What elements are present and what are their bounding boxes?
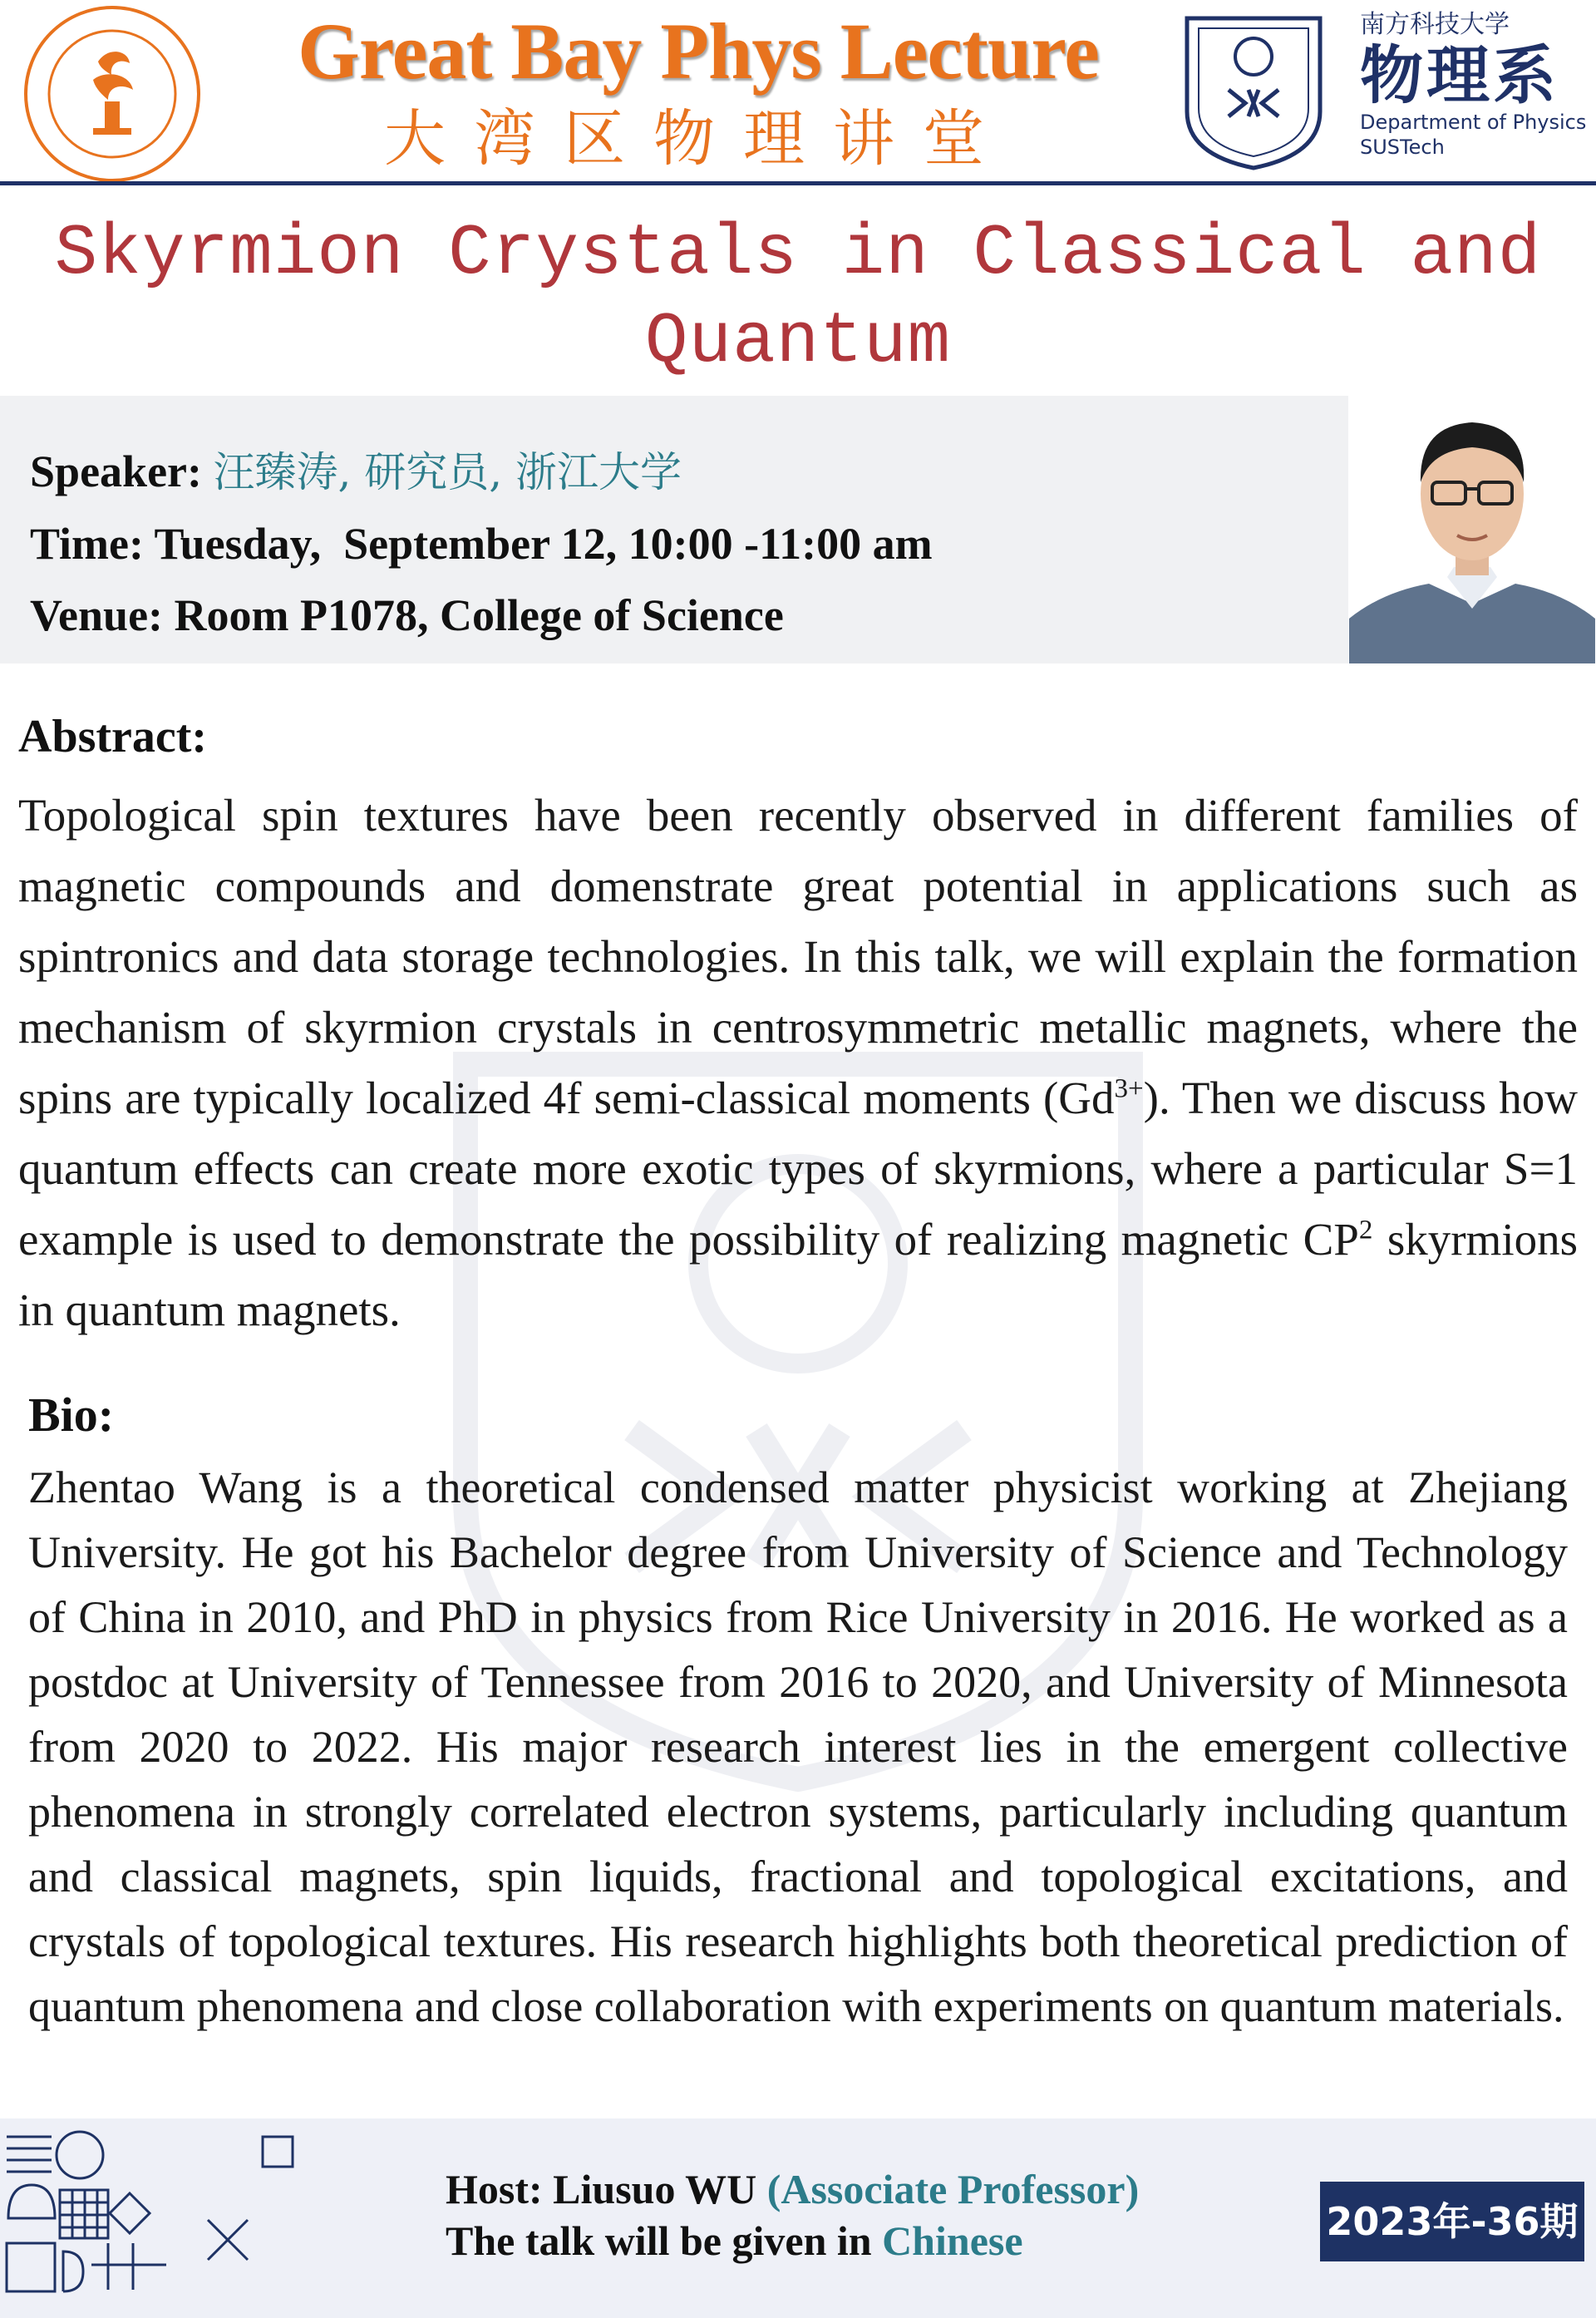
series-title [233,0,1164,175]
header [0,0,1596,185]
department-block [1360,8,1593,160]
abstract-text-part-1: Topological spin textures have been recently observed in different families of magnetic compounds and domenstrate great potential in applications such as spintronics and data storage technologies. In this talk, we will explain the formation mechanism of skyrmion crystals in centrosymmetric metallic magnets, where the spins are typically localized 4f semi-classical moments (Gd [18,790,1578,1123]
header-divider [0,181,1596,185]
speaker-photo [1349,396,1595,663]
footer [0,2118,1596,2318]
abstract-heading: Abstract: [18,711,208,762]
host-row [446,2163,1139,2215]
department-name: 物理系 [1360,38,1559,112]
series-title-en: Great Bay Phys Lecture [298,7,1099,96]
speaker-row [30,436,933,508]
abstract-text-part-3: skyrmions in quantum magnets. [18,1214,1578,1335]
time-value: Tuesday, September 12, 10:00 -11:00 am [154,519,933,569]
language-prefix: The talk will be given in [446,2217,872,2264]
time-label: Time: [30,519,144,569]
decorative-pattern [0,2118,316,2318]
abstract-text [18,780,1578,1345]
host-title: (Associate Professor) [766,2166,1140,2212]
university-name: 南方科技大学 [1360,10,1510,39]
venue-value: Room P1078, College of Science [174,590,784,640]
language-value: Chinese [882,2217,1023,2264]
issue-badge: 2023年-36期 [1320,2182,1584,2261]
gd-charge-superscript: 3+ [1114,1073,1144,1104]
cp-superscript: 2 [1358,1215,1373,1245]
host-label: Host: [446,2166,543,2212]
department-school-en: SUSTech [1360,136,1445,159]
talk-info-panel [0,396,1348,663]
talk-title-line-1: Skyrmion Crystals in Classical and Quantum [54,213,1542,382]
department-name-en: Department of Physics [1360,111,1587,134]
bio-heading: Bio: [28,1388,115,1442]
language-row [446,2215,1139,2266]
venue-row [30,580,933,651]
speaker-value: 汪臻涛, 研究员, 浙江大学 [213,448,682,496]
physics-department-emblem [1179,13,1328,171]
time-row [30,508,933,580]
series-title-zh: 大湾区物理讲堂 [384,103,1012,175]
speaker-label: Speaker: [30,446,202,496]
sustech-logo [22,3,203,185]
bio-text: Zhentao Wang is a theoretical condensed matter physicist working at Zhejiang University. He got his Bachelor degree from University of Science and Technology of China in 2010, and PhD in physics from Rice University in 2016. He worked as a postdoc at University of Tennessee from 2016 to 2020, and University of Minnesota from 2020 to 2022. His major research interest lies in the emergent collective phenomena in strongly correlated electron systems, particularly including quantum and classical magnets, spin liquids, fractional and topological excitations, and crystals of topological textures. His research highlights both theoretical prediction of quantum phenomena and close collaboration with experiments on quantum materials. [28,1462,1568,2031]
abstract-text-part-2: ). Then we discuss how quantum effects can create more exotic types of skyrmions, where a particular S=1 example is used to demonstrate the possibility of realizing magnetic CP [18,1073,1578,1265]
host-name: Liusuo WU [553,2166,757,2212]
venue-label: Venue: [30,590,164,640]
